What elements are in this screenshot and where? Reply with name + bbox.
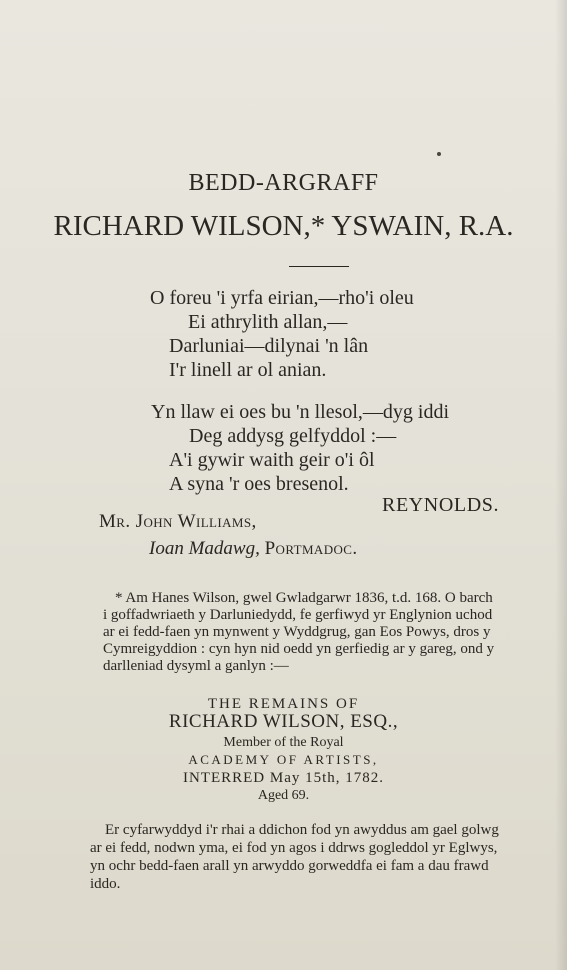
verse-line: Deg addysg gelfyddol :— <box>189 425 397 447</box>
epitaph-line: Aged 69. <box>257 788 310 803</box>
bardic-name: Ioan Madawg, <box>149 538 260 559</box>
epitaph-line: INTERRED May 15th, 1782. <box>182 770 385 786</box>
epitaph-line: ACADEMY OF ARTISTS, <box>188 752 379 767</box>
verse-line: Darluniai—dilynai 'n lân <box>169 335 369 357</box>
footnote-line: ar ei fedd-faen yn mynwent y Wyddgrug, gan Eos Powys, dros y <box>103 624 491 640</box>
page-edge-shadow <box>555 0 567 970</box>
verse-line: Ei athrylith allan,— <box>188 311 348 333</box>
verse-line: A syna 'r oes bresenol. <box>169 473 349 495</box>
poem-author: REYNOLDS. <box>382 494 500 516</box>
place-name: Portmadoc. <box>264 538 358 559</box>
footnote-line: darlleniad dysyml a ganlyn :— <box>103 658 289 674</box>
closing-line: yn ochr bedd-faen arall yn arwyddo gorweddfa ei fam a dau frawd <box>90 858 489 874</box>
verse-line: Yn llaw ei oes bu 'n llesol,—dyg iddi <box>151 401 450 423</box>
poem-heading: BEDD-ARGRAFF <box>188 170 379 196</box>
footnote-line: i goffadwriaeth y Darluniedydd, fe gerfiwyd yr Englynion uchod <box>103 607 493 623</box>
closing-line: ar ei fedd, nodwn yma, ei fod yn agos i ddrws gogleddol yr Eglwys, <box>90 840 498 856</box>
epitaph-line: RICHARD WILSON, ESQ., <box>168 711 399 732</box>
title-rule <box>289 266 349 267</box>
ink-speck <box>437 152 441 156</box>
poem-subject: RICHARD WILSON,* YSWAIN, R.A. <box>53 210 514 242</box>
verse-line: I'r linell ar ol anian. <box>169 359 327 381</box>
contributor-location <box>149 537 358 561</box>
verse-line: A'i gywir waith geir o'i ôl <box>169 449 375 471</box>
epitaph-line: Member of the Royal <box>223 735 344 750</box>
footnote-line: * Am Hanes Wilson, gwel Gwladgarwr 1836, t.d. 168. O barch <box>115 590 493 606</box>
closing-line: Er cyfarwyddyd i'r rhai a ddichon fod yn awyddus am gael golwg <box>105 822 499 838</box>
footnote-line: Cymreigyddion : cyn hyn nid oedd yn gerfiedig ar y gareg, ond y <box>103 641 495 657</box>
epitaph-line: THE REMAINS OF <box>207 696 360 712</box>
closing-line: iddo. <box>90 876 121 892</box>
verse-line: O foreu 'i yrfa eirian,—rho'i oleu <box>150 287 414 309</box>
contributor-name: Mr. John Williams, <box>99 511 257 532</box>
